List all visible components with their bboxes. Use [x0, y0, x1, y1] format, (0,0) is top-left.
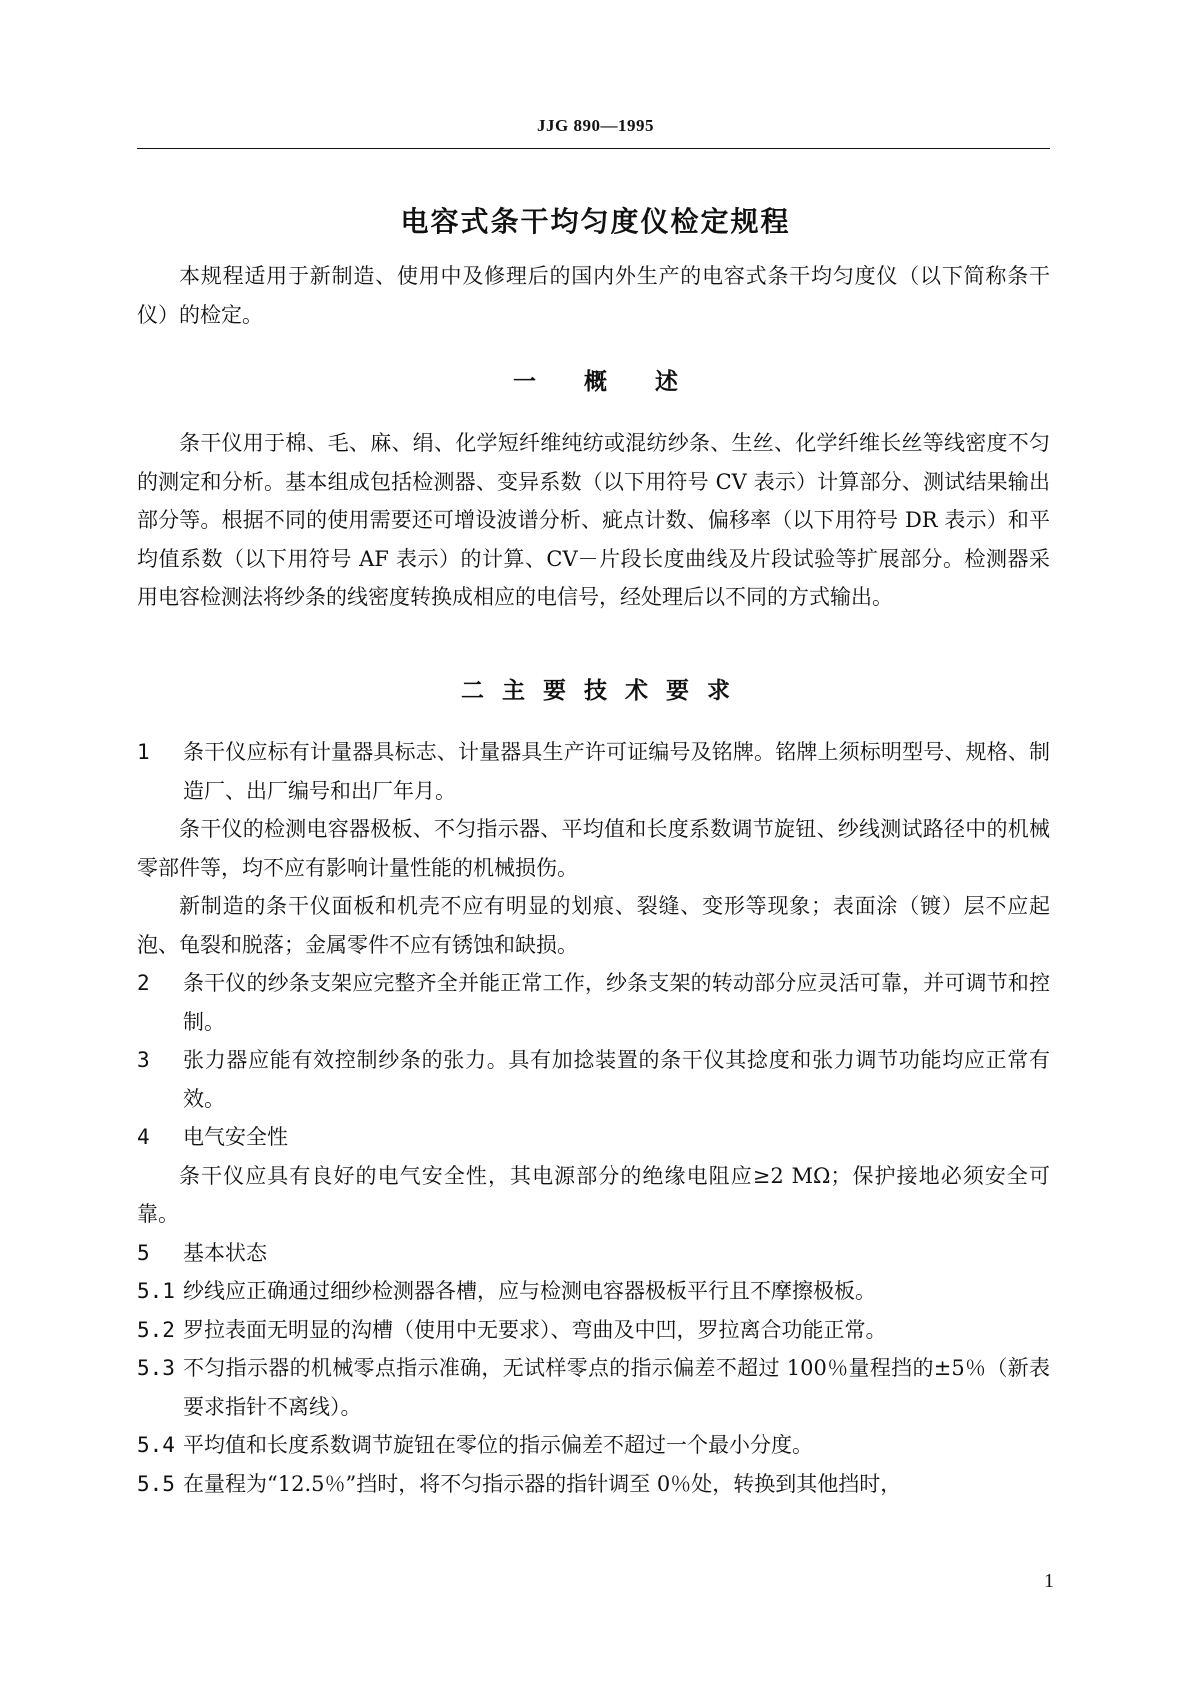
clause-5-4: [137, 1426, 1050, 1465]
clause-number: 5: [137, 1240, 150, 1265]
clause-text: 平均值和长度系数调节旋钮在零位的指示偏差不超过一个最小分度。: [183, 1433, 813, 1457]
clause-number: 5.4: [137, 1433, 175, 1457]
clause-4: [137, 1118, 1050, 1157]
clause-number: 3: [137, 1048, 150, 1072]
clause-text: 不匀指示器的机械零点指示准确，无试样零点的指示偏差不超过 100％量程挡的±5％（新表要求指针不离线）。: [183, 1356, 1050, 1419]
document-title: 电容式条干均匀度仪检定规程: [400, 205, 791, 238]
clause-text: 纱线应正确通过细纱检测器各槽，应与检测电容器极板平行且不摩擦极板。: [183, 1279, 876, 1303]
clause-text: 罗拉表面无明显的沟槽（使用中无要求）、弯曲及中凹，罗拉离合功能正常。: [183, 1317, 887, 1342]
clause-5: [137, 1234, 1050, 1273]
clause-5-5: [137, 1465, 1050, 1504]
intro-block: [137, 257, 1050, 334]
clause-4-paragraph: 条干仪应具有良好的电气安全性，其电源部分的绝缘电阻应≥2 MΩ；保护接地必须安全可靠。: [137, 1163, 1050, 1226]
clause-text: 条干仪应标有计量器具标志、计量器具生产许可证编号及铭牌。铭牌上须标明型号、规格、制造厂、出厂编号和出厂年月。: [183, 740, 1050, 803]
clause-1: [137, 733, 1050, 810]
clause-1-paragraph-b: 条干仪的检测电容器极板、不匀指示器、平均值和长度系数调节旋钮、纱线测试路径中的机械零部件等，均不应有影响计量性能的机械损伤。: [137, 817, 1050, 880]
clause-1-paragraph-c: 新制造的条干仪面板和机壳不应有明显的划痕、裂缝、变形等现象；表面涂（镀）层不应起泡、龟裂和脱落；金属零件不应有锈蚀和缺损。: [137, 894, 1050, 957]
clause-number: 5.3: [137, 1356, 175, 1380]
clause-number: 5.2: [137, 1317, 175, 1342]
clause-text: 张力器应能有效控制纱条的张力。具有加捻装置的条干仪其捻度和张力调节功能均应正常有效。: [183, 1048, 1050, 1111]
section-1-paragraph: 条干仪用于棉、毛、麻、绢、化学短纤维纯纺或混纺纱条、生丝、化学纤维长丝等线密度不匀的测定和分析。基本组成包括检测器、变异系数（以下用符号 CV 表示）计算部分、测试结果输出部分等。根据不同的使用需要还可增设波谱分析、疵点计数、偏移率（以下用符号 DR 表示）和平均值系数（以下用符号 AF 表示）的计算、CV－片段长度曲线及片段试验等扩展部分。检测器采用电容检测法将纱条的线密度转换成相应的电信号，经处理后以不同的方式输出。: [137, 431, 1050, 609]
intro-paragraph: 本规程适用于新制造、使用中及修理后的国内外生产的电容式条干均匀度仪（以下简称条干仪）的检定。: [137, 264, 1050, 327]
section-1-title: 一 概 述: [512, 369, 678, 395]
clause-number: 1: [137, 740, 150, 764]
page-number: 1: [1044, 1570, 1054, 1592]
section-2-body: [137, 733, 1050, 1503]
clause-3: [137, 1041, 1050, 1118]
clause-5-3: [137, 1349, 1050, 1426]
clause-5-1: [137, 1272, 1050, 1311]
clause-number: 5.1: [137, 1279, 175, 1303]
clause-number: 4: [137, 1125, 150, 1149]
clause-text: 条干仪的纱条支架应完整齐全并能正常工作，纱条支架的转动部分应灵活可靠，并可调节和控制。: [183, 971, 1050, 1034]
clause-number: 2: [137, 971, 150, 995]
clause-text: 在量程为“12.5％”挡时，将不匀指示器的指针调至 0％处，转换到其他挡时，: [183, 1471, 902, 1496]
section-2-title: 二 主 要 技 术 要 求: [460, 678, 731, 704]
clause-5-2: [137, 1311, 1050, 1350]
clause-text: 电气安全性: [183, 1125, 288, 1149]
document-code-header: JJG 890—1995: [537, 116, 654, 135]
clause-text: 基本状态: [183, 1240, 267, 1265]
clause-number: 5.5: [137, 1471, 175, 1496]
header-rule: [137, 148, 1050, 149]
clause-2: [137, 964, 1050, 1041]
section-1-body: [137, 424, 1050, 617]
